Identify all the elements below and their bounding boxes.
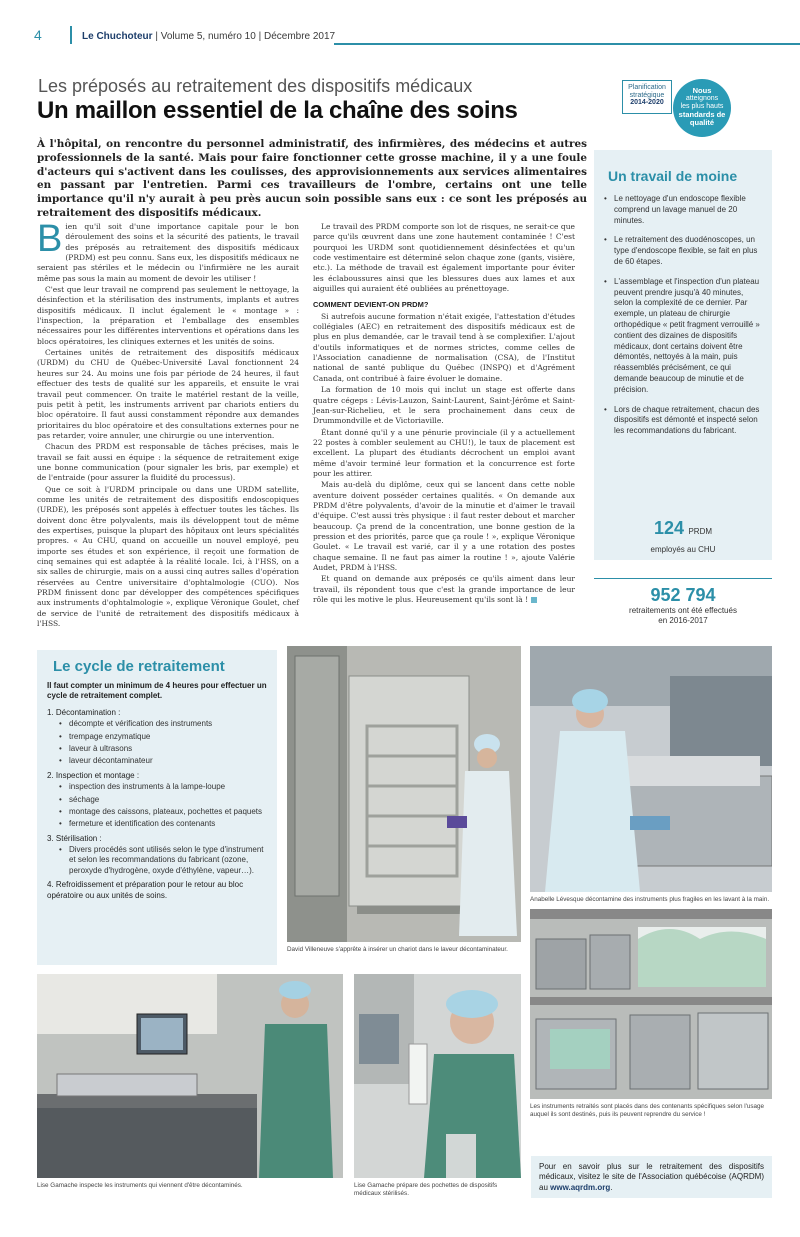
cycle-step: 4. Refroidissement et préparation pour le retour au bloc opératoire ou aux unités de soins.	[47, 880, 244, 900]
cycle-step-label: 2. Inspection et montage :	[47, 770, 140, 780]
issue-number: Volume 5, numéro 10	[160, 31, 256, 42]
publication-name: Le Chuchoteur	[82, 31, 153, 42]
paragraph: C'est que leur travail ne comprend pas seulement le nettoyage, la désinfection et la stérilisation des instruments, implants et autres dispositifs médicaux. Il inclut également le « montage » : l'inspection, la préparation et l'emballage des ensembles nécessaires pour les différentes interventions et opérations dans les blocs opératoires, les cliniques externes et les unités de soins.	[37, 285, 299, 346]
sidebar-list	[604, 194, 762, 437]
article-column-2	[313, 222, 575, 606]
cycle-step	[47, 708, 267, 767]
sidebar-item: • Le retraitement des duodénoscopes, un type d'endoscope flexible, se fait en plus de 60 étapes.	[604, 235, 762, 267]
photo-pouches-caption: Lise Gamache prépare des pochettes de dispositifs médicaux stérilisés.	[354, 1182, 498, 1198]
badge-line-5: qualité	[689, 117, 715, 127]
cycle-substep: • laveur à ultrasons	[59, 744, 267, 754]
article-headline: Un maillon essentiel de la chaîne des soins	[37, 97, 518, 124]
photo-washer-caption: David Villeneuve s'apprête à insérer un chariot dans le laveur décontaminateur.	[287, 946, 508, 953]
photo-containers-image	[530, 909, 772, 1099]
paragraph: La formation de 10 mois qui inclut un stage est offerte dans quatre cégeps : Lévis-Lauzon, Saint-Laurent, Saint-Jérôme et Saint-Jean-sur-Richelieu, et le sera prochainement dans ceux de Drummondville et de Victoriaville.	[313, 385, 575, 426]
cycle-step	[47, 771, 267, 830]
cycle-substep: • trempage enzymatique	[59, 732, 267, 742]
cycle-substep: • inspection des instruments à la lampe-loupe	[59, 782, 267, 792]
cycle-step-label: 1. Décontamination :	[47, 707, 121, 717]
paragraph: Étant donné qu'il y a une pénurie provinciale (il y a actuellement 22 postes à combler seulement au CHU!), le taux de placement est excellent. La plupart des étudiants décrochent un emploi avant même d'avoir terminé leur formation et la concurrence est forte pour les attirer.	[313, 427, 575, 478]
cycle-substep: • Divers procédés sont utilisés selon le type d'instrument et selon les recommandations du fabricant (ozone, peroxyde d'hydrogène, oxyde d'éthylène, vapeur…).	[59, 845, 267, 876]
cycle-step	[47, 834, 267, 877]
paragraph: ien qu'il soit d'une importance capitale pour le bon déroulement des soins et la sécurité des patients, le travail des préposés au retraitement des dispositifs médicaux (PRDM) est peu connu. Sans eux, les dispositifs médicaux ne seraient pas stériles et le médecin ou l'infirmière ne les aurait même pas sous la main au moment de devoir les utiliser !	[37, 222, 299, 283]
photo-inspection-image	[37, 974, 343, 1178]
photo-sink-image	[530, 646, 772, 892]
badge-line-1: Nous	[692, 86, 712, 95]
paragraph: Chacun des PRDM est responsable de tâches précises, mais le travail se fait aussi en équipe : la séquence de retraitement exige une bonne communication (pour signaler les bris, par exemple) et de l'entraide (pour assurer la fluidité du processus).	[37, 442, 299, 483]
stat-reprocessings-label-1: retraitements ont été effectués	[629, 606, 737, 615]
photo-inspection	[37, 974, 343, 1178]
paragraph: Si autrefois aucune formation n'était exigée, l'attestation d'études collégiales (AEC) en retraitement des dispositifs médicaux est de plus en plus demandée, car le travail tend à se complexifier. L'ajout d'outils informatiques et de normes strictes, comme celles de l'Association canadienne de normalisation (CSA), de l'Institut national de santé publique du Québec (INSPQ) et d'Agrément Canada, ont contribué à faire évoluer le domaine.	[313, 311, 575, 383]
cycle-step-label: 3. Stérilisation :	[47, 833, 102, 843]
photo-washer-image	[287, 646, 521, 942]
aqrdm-link[interactable]: www.aqrdm.org	[550, 1182, 611, 1192]
logo-line-2: stratégique	[629, 91, 665, 99]
quality-badge	[673, 79, 731, 137]
header-divider	[70, 26, 72, 44]
paragraph-text: Et quand on demande aux préposés ce qu'ils aiment dans leur travail, ils répondent tous que c'est la grande importance de leur rôle qui les motive le plus. Heureusement qu'ils sont là !	[313, 574, 575, 605]
running-head: Le Chuchoteur | Volume 5, numéro 10 | Décembre 2017	[82, 31, 336, 42]
paragraph: Mais au-delà du diplôme, ceux qui se lancent dans cette noble aventure doivent posséder certaines qualités. « On demande aux PRDM d'être polyvalents, d'avoir de la minutie et d'aimer le travail d'équipe. C'est aussi très physique : il faut rester debout et marcher beaucoup. Ça prend de la concentration, une bonne gestion de la pression et des priorités, parce que ça roule ! », explique Véronique Goulet. « Le travail est varié, car il y a une rotation des postes chaque semaine. Il ne faut pas aimer la routine ! », ajoute Valérie Audet, PRDM à l'HSS.	[313, 480, 575, 572]
cycle-substep: • fermeture et identification des contenants	[59, 819, 267, 829]
article-column-1	[37, 218, 299, 630]
strategic-plan-logo	[622, 80, 672, 114]
paragraph: Que ce soit à l'URDM principale ou dans une URDM satellite, comme les unités de retraitement des dispositifs endoscopiques (URDE), les préposés sont appelés à effectuer toutes les tâches. Ils doivent donc être polyvalents, mais ils développent tout de même des expertises, puisque la plupart des hôpitaux ont leurs spécialités propres. « Au CHU, quand on accueille un nouvel employé, peu importe ses études et son expérience, il reçoit une formation de cinq semaines qui est adaptée à la réalité locale. Ici, à l'HSS, on a six salles de chirurgie, mais on a aussi cinq autres salles d'opération réservées au Centre universitaire d'ophtalmologie (CUO). Nos PRDM finissent donc par développer des compétences spécifiques aux instruments d'ophtalmologie », explique Véronique Goulet, chef de service de l'unité de retraitement des dispositifs médicaux à l'HSS.	[37, 484, 299, 629]
stat-employees	[594, 518, 772, 557]
logo-line-1: Planification	[628, 84, 666, 91]
header-rule	[334, 43, 800, 45]
photo-inspection-caption: Lise Gamache inspecte les instruments qui viennent d'être décontaminés.	[37, 1182, 243, 1189]
cycle-substep: • décompte et vérification des instruments	[59, 719, 267, 729]
stat-divider	[594, 578, 772, 579]
stat-employees-label: employés au CHU	[650, 545, 716, 554]
cycle-title: Le cycle de retraitement	[53, 658, 225, 675]
photo-washer	[287, 646, 521, 942]
drop-cap: B	[37, 218, 63, 260]
article-lede: À l'hôpital, on rencontre du personnel administratif, des infirmières, des médecins et autres professionnels de la santé. Mais pour faire fonctionner cette grosse machine, il y a une foule d'acteurs qui s'activent dans les coulisses, des approvisionnements aux services alimentaires en passant par l'entretien. Parmi ces travailleurs de l'ombre, certains ont une telle importance qu'il n'y aurait à peu près aucun soin possible sans eux : ce sont les préposés au retraitement des dispositifs médicaux.	[37, 138, 587, 220]
page-header	[34, 26, 800, 46]
sidebar-item: • Le nettoyage d'un endoscope flexible comprend un lavage manuel de 20 minutes.	[604, 194, 762, 226]
sidebar-item: • Lors de chaque retraitement, chacun des dispositifs est démonté et inspecté selon les recommandations du fabricant.	[604, 405, 762, 437]
sidebar-item: • L'assemblage et l'inspection d'un plateau peuvent prendre jusqu'à 40 minutes, selon la complexité de ce dernier. Par exemple, un plateau de chirurgie orthopédique « petit fragment verrouillé » contient des dizaines de dispositifs médicaux, dont certains doivent être démontés, nettoyés à la main, puis réassemblés précisément, ce qui demande beaucoup de minutie et de précision.	[604, 277, 762, 396]
end-mark-icon	[531, 597, 537, 603]
page-number: 4	[34, 27, 42, 43]
photo-containers-caption: Les instruments retraités sont placés dans des contenants spécifiques selon l'usage auquel ils sont destinés, puis ils peuvent reprendre du service !	[530, 1103, 764, 1119]
cycle-steps	[47, 708, 267, 901]
paragraph-last	[313, 574, 575, 605]
more-info-box	[531, 1156, 772, 1198]
cycle-substep: • laveur décontaminateur	[59, 756, 267, 766]
cycle-box	[37, 650, 277, 965]
stat-reprocessings	[594, 585, 772, 627]
paragraph: Certaines unités de retraitement des dispositifs médicaux (URDM) du CHU de Québec-Université Laval fonctionnent 24 heures sur 24. Au moins une fois par période de 24 heures, il faut effectuer des tests de qualité sur les appareils, et ensuite le vrai travail peut commencer. On traite le matériel restant de la veille, puis petit à petit, les instruments arrivent par chariots entiers du bloc opératoire. Il faut aussi constamment répondre aux demandes prioritaires du bloc opératoire et des consultations externes pour ne pas retarder, voire annuler, une chirurgie ou une intervention.	[37, 348, 299, 440]
stat-reprocessings-value: 952 794	[650, 585, 716, 605]
cycle-substep: • séchage	[59, 795, 267, 805]
badge-line-2: atteignons	[685, 95, 719, 103]
photo-containers	[530, 909, 772, 1099]
section-subhead: COMMENT DEVIENT-ON PRDM?	[313, 300, 429, 310]
sidebar-title: Un travail de moine	[608, 168, 738, 184]
cycle-intro: Il faut compter un minimum de 4 heures pour effectuer un cycle de retraitement complet.	[47, 681, 267, 701]
cycle-substep: • montage des caissons, plateaux, pochettes et paquets	[59, 807, 267, 817]
photo-pouches	[354, 974, 521, 1178]
paragraph: Le travail des PRDM comporte son lot de risques, ne serait-ce que parce qu'ils œuvrent dans une zone hautement contaminée ! C'est pourquoi les URDM sont quotidiennement désinfectées et qu'un code vestimentaire est déterminé selon chaque zone (gants, visière, etc.). La méthode de travail est également importante pour éviter les éclaboussures ainsi que les blessures dues aux lames et aux aiguilles qui auraient été oubliées au prénettoyage.	[313, 222, 575, 294]
badge-line-3: les plus hauts	[680, 102, 724, 110]
photo-sink	[530, 646, 772, 892]
photo-sink-caption: Anabelle Lévesque décontamine des instruments plus fragiles en les lavant à la main.	[530, 896, 770, 903]
more-info-text: Pour en savoir plus sur le retraitement des dispositifs médicaux, visitez le site de l'Association québécoise (AQRDM) au	[539, 1162, 764, 1192]
sidebar-facts	[594, 150, 772, 560]
more-info-end: .	[610, 1182, 613, 1192]
stat-employees-unit: PRDM	[688, 527, 713, 536]
article-kicker: Les préposés au retraitement des dispositifs médicaux	[38, 76, 473, 96]
badge-line-4: standards de	[678, 109, 726, 119]
logo-line-3: 2014-2020	[630, 99, 664, 107]
stat-reprocessings-label-2: en 2016-2017	[658, 616, 708, 626]
issue-date: Décembre 2017	[263, 31, 336, 42]
photo-pouches-image	[354, 974, 521, 1178]
stat-employees-value: 124	[653, 518, 685, 538]
